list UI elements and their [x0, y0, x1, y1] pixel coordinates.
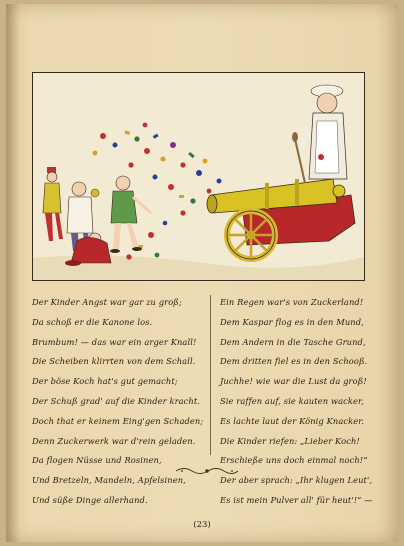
poem-line: Brumbum! — das war ein arger Knall! — [32, 336, 197, 347]
cannon-illustration — [32, 72, 365, 281]
poem-line: Die Scheiben klirrten von dem Schall. — [32, 356, 196, 367]
poem-line: Der Kinder Angst war gar zu groß; — [32, 297, 182, 307]
poem-right-column — [220, 293, 400, 511]
poem-line: Da flogen Nüsse und Rosinen, — [32, 455, 162, 466]
poem-line: Juchhe! wie war die Lust da groß! — [220, 376, 367, 387]
poem-left-column — [32, 293, 212, 511]
boy-green-tunic — [110, 176, 151, 253]
poem-line: Und Bretzeln, Mandeln, Apfelsinen, — [32, 475, 186, 486]
page-number: (23) — [193, 520, 211, 530]
column-divider — [210, 295, 211, 455]
poem-line: Der Schuß grad' auf die Kinder kracht. — [32, 395, 201, 406]
poem-line: Sie raffen auf, sie kauten wacker, — [220, 395, 364, 406]
poem-line: Es ist mein Pulver all' für heut'!“ — — [220, 494, 373, 505]
poem-line: Da schoß er die Kanone los. — [32, 316, 153, 327]
cannon-wheel — [227, 211, 275, 259]
flying-sweets — [93, 123, 222, 260]
page-gutter-shadow — [6, 4, 20, 542]
cook-figure — [292, 85, 347, 183]
poem-line: Denn Zuckerwerk war d'rein geladen. — [32, 435, 196, 446]
poem-line: Es lachte laut der König Knacker. — [220, 415, 365, 426]
poem-line: Dem dritten fiel es in den Schooß. — [220, 356, 368, 367]
poem-line: Der aber sprach: „Ihr klugen Leut', — [220, 475, 373, 486]
book-page — [6, 4, 398, 542]
poem-line: Die Kinder riefen: „Lieber Koch! — [220, 435, 360, 446]
poem-line: Dem Andern in die Tasche Grund, — [220, 336, 366, 347]
poem-line: Erschieße uns doch einmal noch!“ — [220, 455, 368, 466]
poem-line: Der böse Koch hat's gut gemacht; — [32, 376, 178, 387]
illustration-drawing — [33, 73, 364, 280]
poem-line: Ein Regen war's von Zuckerland! — [220, 297, 364, 307]
poem-line: Doch that er keinem Eing'gen Schaden; — [32, 415, 204, 426]
ornament-divider — [174, 466, 240, 476]
poem-line: Und süße Dinge allerhand. — [32, 494, 148, 505]
poem-line: Dem Kaspar flog es in den Mund, — [220, 316, 364, 327]
child-running-left — [43, 167, 63, 241]
